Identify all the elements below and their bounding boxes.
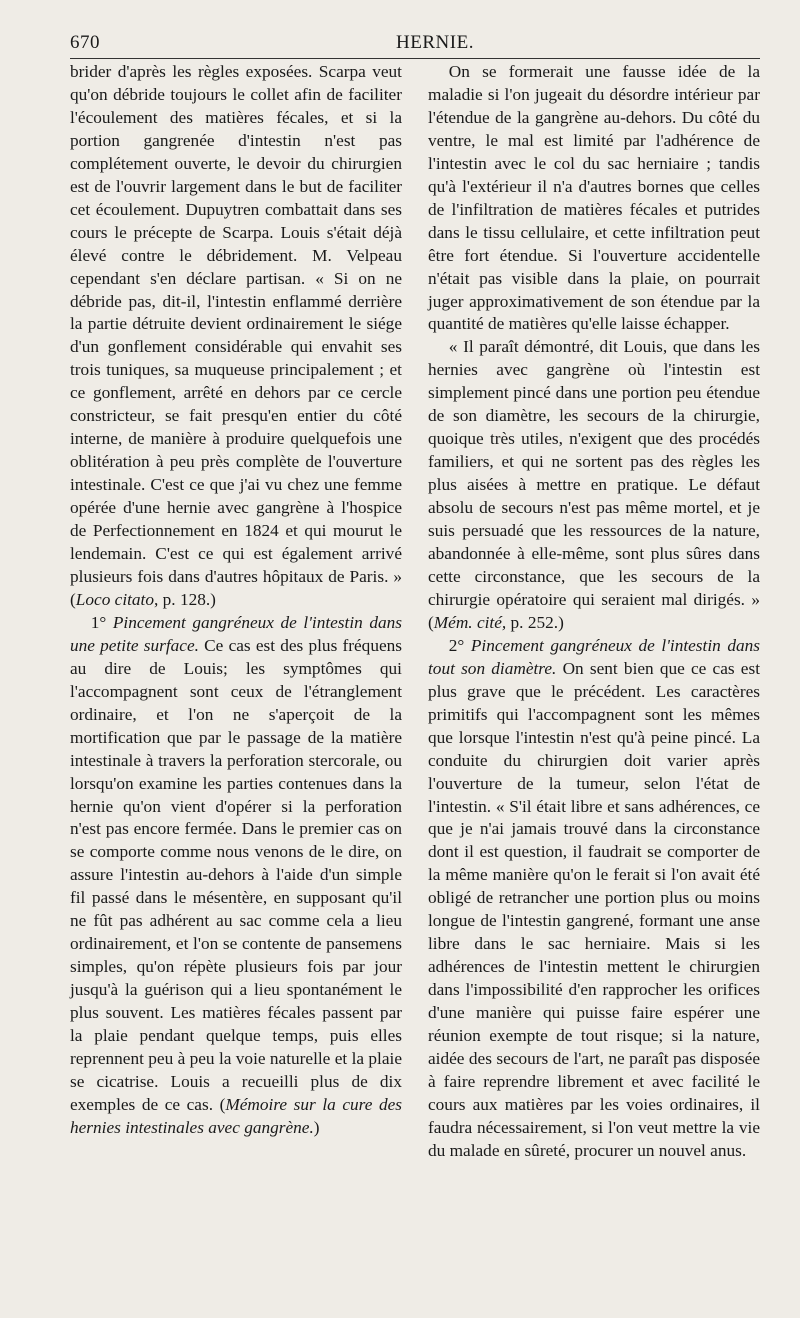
running-title: HERNIE. <box>396 32 474 53</box>
paragraph-text: On sent bien que ce cas est plus grave que le précédent. Les caractères primitifs qui l'accompagnent sont les mêmes que lorsque l'intestin n'est qu'à peine pincé. La conduite du chirurgien doit varier après l'ouverture de la tumeur, selon l'état de l'intestin. « S'il était libre et sans adhérences, ce que je n'ai jamais trouvé dans la circonstance dont il est question, il faudrait se comporter de la même manière qu'on le ferait si l'on avait été obligé de retrancher une portion plus ou moins longue de l'intestin gangrené, formant une anse libre dans le sac herniaire. Mais si les adhérences de l'intestin mettent le chirurgien dans l'impossibilité d'en rapprocher les orifices d'une manière qui puisse faire espérer une réunion exempte de tout risque; si la nature, aidée des secours de l'art, ne paraît pas disposée à faire reprendre librement et avec facilité le cours aux matières par les voies ordinaires, il faudra nécessairement, si l'on veut mettre la vie du malade en sûreté, procurer un nouvel anus. <box>428 658 760 1160</box>
paragraph-text: , p. 128.) <box>154 589 216 609</box>
page-header <box>70 28 760 59</box>
right-column <box>428 61 760 1163</box>
paragraph-text: On se formerait une fausse idée de la maladie si l'on jugeait du désordre intérieur par l'étendue de la gangrène au-dehors. Du côté du ventre, le mal est limité par l'adhérence de l'intestin avec le col du sac herniaire ; tandis qu'à l'extérieur il n'a d'autres bornes que celles de l'infiltration de matières fécales et putrides dans le tissu cellulaire, et cette infiltration peut être fort étendue. Si l'ouverture accidentelle n'était pas visible dans la plaie, on pourrait juger approximativement de son étendue par la quantité de matières qu'elle laisse échapper. <box>428 62 760 334</box>
paragraph <box>428 61 760 336</box>
paragraph-text: p. 252.) <box>506 612 564 632</box>
paragraph <box>70 612 402 1140</box>
citation: Mém. cité, <box>433 612 507 632</box>
paragraph-text: ) <box>313 1117 320 1137</box>
section-number: 1° <box>90 612 113 632</box>
section-heading: Pincement gangréneux de l'intestin dans une petite surface. <box>70 612 402 655</box>
section-heading: Pincement gangréneux de l'intestin dans tout son diamètre. <box>428 635 760 678</box>
text-columns <box>70 61 760 1163</box>
paragraph <box>428 336 760 634</box>
section-number: 2° <box>448 635 471 655</box>
paragraph-text: « Il paraît démontré, dit Louis, que dans les hernies avec gangrène où l'intestin est simplement pincé dans une portion peu étendue de son diamètre, les secours de la chirurgie, quoique très utiles, n'exigent que des procédés familiers, et qui ne sortent pas des règles les plus aisées à mettre en pratique. Le défaut absolu de secours n'est pas même mortel, et je suis persuadé que les ressources de la nature, abandonnée à elle-même, sont plus sûres dans cette circonstance, que les secours de la chirurgie opératoire qui seraient mal dirigés. » ( <box>428 337 760 632</box>
citation: Mémoire sur la cure des hernies intestinales avec gangrène. <box>70 1094 402 1137</box>
paragraph-text: Ce cas est des plus fréquens au dire de Louis; les symptômes qui l'accompagnent sont ceux de l'étranglement ordinaire, et l'on ne s'aperçoit de la mortification que par le passage de la matière intestinale à travers la perforation stercorale, ou lorsqu'on examine les parties contenues dans la hernie qu'on vient d'opérer si la perforation n'est pas encore fermée. Dans le premier cas on se comporte comme nous venons de le dire, on assure l'intestin au-dehors à l'aide d'un simple fil passé dans le mésentère, en supposant qu'il ne fût pas adhérent au sac comme cela a lieu ordinairement, et l'on se contente de pansemens simples, qu'on répète plusieurs fois par jour jusqu'à la guérison qui a lieu spontanément le plus souvent. Les matières fécales passent par la plaie pendant quelque temps, puis elles reprennent peu à peu la voie naturelle et la plaie se cicatrise. Louis a recueilli plus de dix exemples de ce cas. ( <box>70 635 402 1114</box>
left-column <box>70 61 402 1163</box>
paragraph <box>428 635 760 1163</box>
page-number: 670 <box>70 32 100 53</box>
paragraph-text: brider d'après les règles exposées. Scarpa veut qu'on débride toujours le collet afin de faciliter l'écoulement des matières fécales, et si la portion gangrenée d'intestin n'est pas complétement ouverte, le devoir du chirurgien est de l'ouvrir largement dans le but de faciliter cet écoulement. Dupuytren combattait dans ses cours le précepte de Scarpa. Louis s'était déjà élevé contre le débridement. M. Velpeau cependant s'en déclare partisan. « Si on ne débride pas, dit-il, l'intestin enflammé derrière la partie détruite devient ordinairement le siége d'un gonflement considérable qui envahit ses trois tuniques, sa muqueuse principalement ; et ce gonflement, arrêté en dehors par ce cercle constricteur, se fait presqu'en entier du côté interne, de manière à produire quelquefois une oblitération à peu près complète de l'ouverture intestinale. C'est ce que j'ai vu chez une femme opérée d'une hernie avec gangrène à l'hospice de Perfectionnement en 1824 et qui mourut le lendemain. C'est ce qui est également arrivé plusieurs fois dans d'autres hôpitaux de Paris. » ( <box>70 62 402 609</box>
citation: Loco citato <box>75 589 155 609</box>
paragraph <box>70 61 402 612</box>
